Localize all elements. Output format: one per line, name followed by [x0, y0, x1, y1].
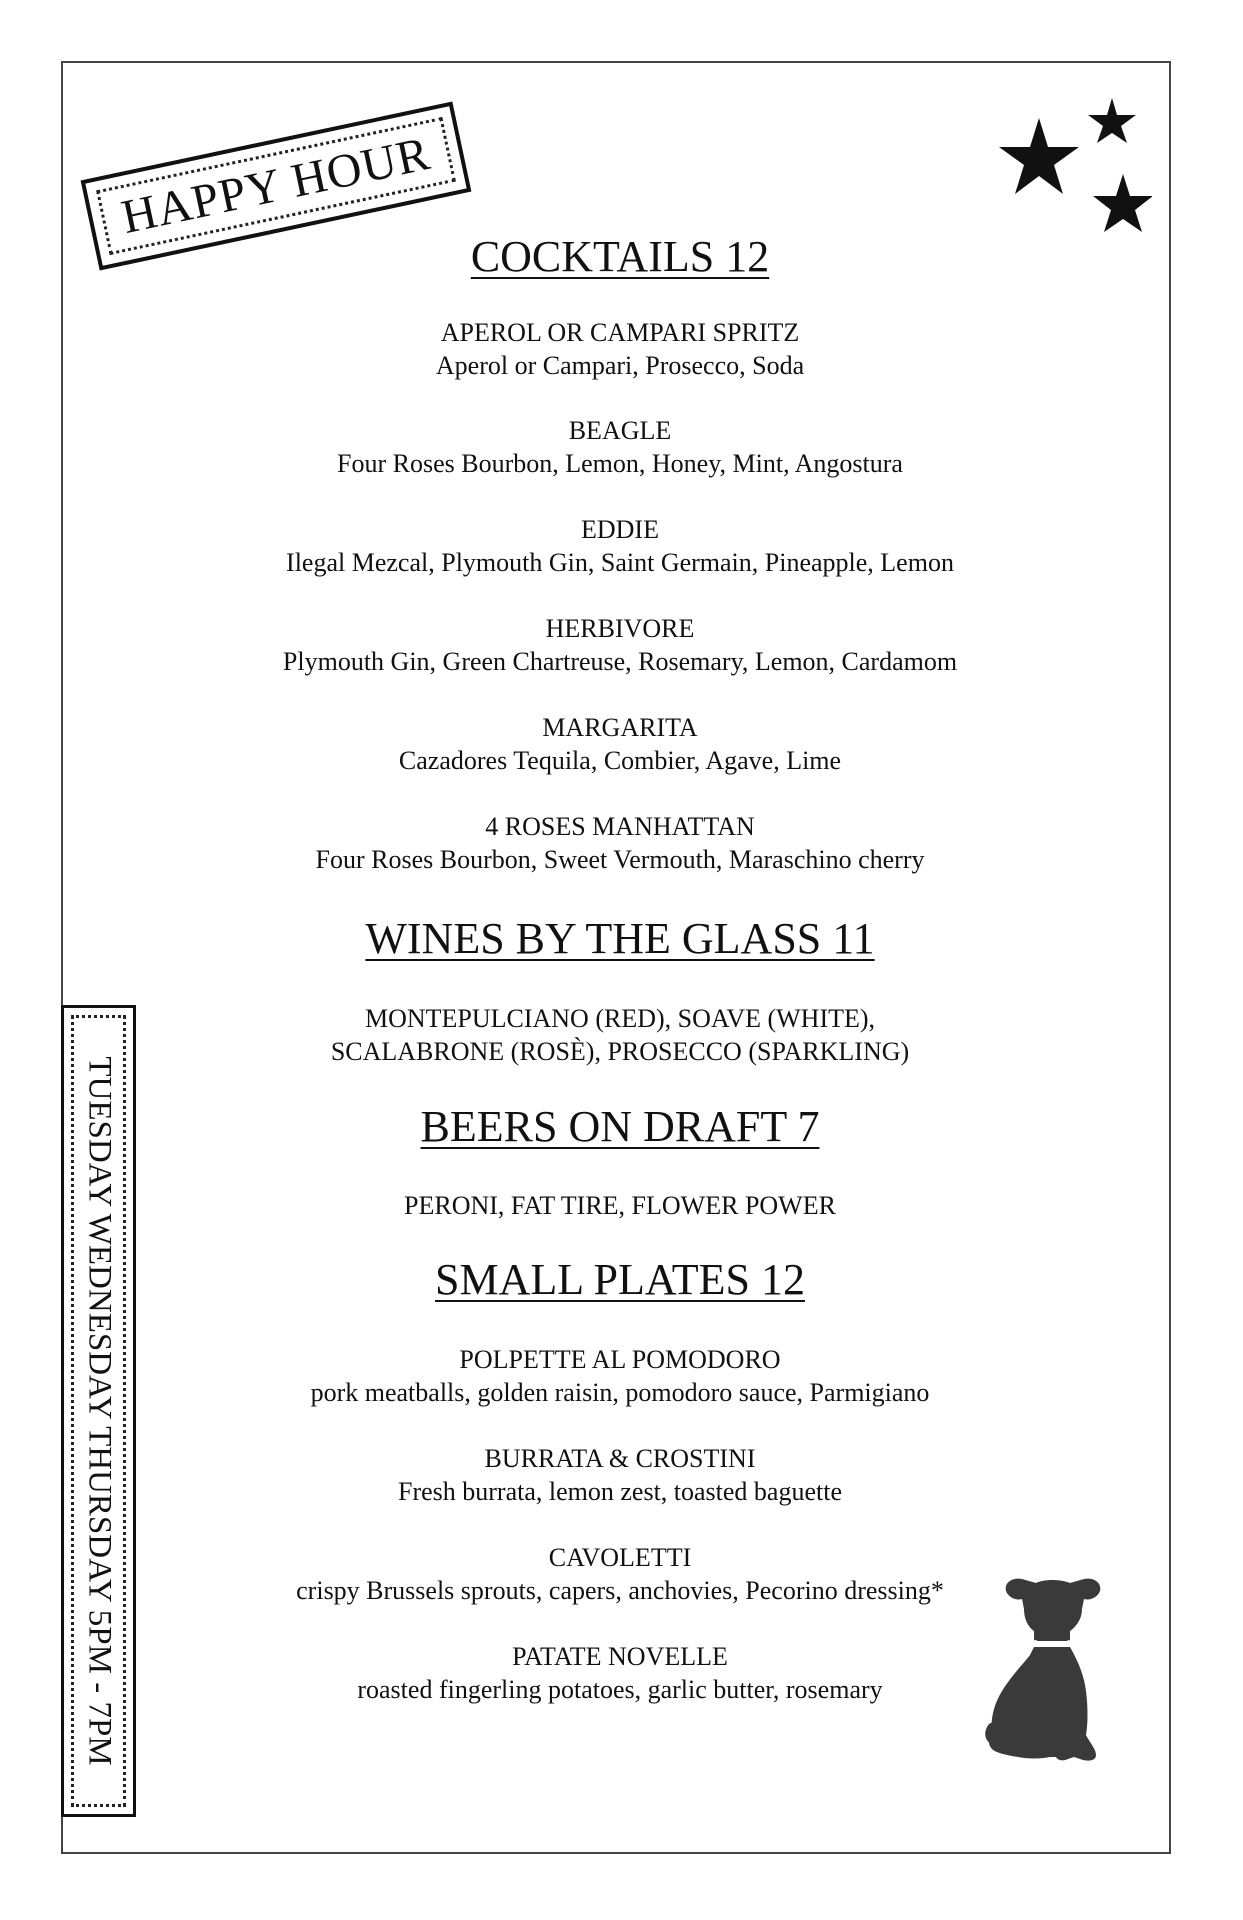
days-hours-text: TUESDAY WEDNESDAY THURSDAY 5PM - 7PM	[81, 1056, 117, 1766]
wines-list	[230, 1002, 1010, 1068]
item-description: roasted fingerling potatoes, garlic butter, rosemary	[357, 1675, 883, 1704]
cocktails-heading: COCKTAILS 12	[470, 232, 770, 281]
menu-item	[230, 810, 1010, 876]
wines-line: SCALABRONE (ROSÈ), PROSECCO (SPARKLING)	[330, 1037, 910, 1066]
item-name: MARGARITA	[542, 713, 698, 742]
item-name: APEROL OR CAMPARI SPRITZ	[440, 318, 800, 347]
days-banner	[61, 1005, 136, 1817]
item-description: crispy Brussels sprouts, capers, anchovies, Pecorino dressing*	[296, 1576, 944, 1605]
item-description: pork meatballs, golden raisin, pomodoro sauce, Parmigiano	[310, 1378, 930, 1407]
small-plates-heading: SMALL PLATES 12	[435, 1255, 805, 1304]
item-description: Aperol or Campari, Prosecco, Soda	[435, 351, 805, 380]
menu-item	[230, 1442, 1010, 1508]
item-description: Ilegal Mezcal, Plymouth Gin, Saint Germain, Pineapple, Lemon	[286, 548, 954, 577]
menu-item	[230, 316, 1010, 382]
item-description: Cazadores Tequila, Combier, Agave, Lime	[398, 746, 842, 775]
stamp-text: HAPPY HOUR	[117, 126, 435, 245]
banner-dotted-border	[71, 1015, 126, 1807]
wines-line: MONTEPULCIANO (RED), SOAVE (WHITE),	[364, 1004, 876, 1033]
dog-icon	[984, 1575, 1114, 1765]
menu-item	[230, 513, 1010, 579]
item-name: BURRATA & CROSTINI	[484, 1444, 756, 1473]
item-name: BEAGLE	[568, 416, 672, 445]
item-description: Fresh burrata, lemon zest, toasted baguette	[397, 1477, 843, 1506]
menu-item	[230, 1343, 1010, 1409]
beers-line: PERONI, FAT TIRE, FLOWER POWER	[404, 1191, 836, 1220]
menu-item	[230, 612, 1010, 678]
stars-decoration	[992, 96, 1152, 246]
item-name: 4 ROSES MANHATTAN	[485, 812, 755, 841]
beers-heading: BEERS ON DRAFT 7	[420, 1102, 820, 1151]
item-description: Four Roses Bourbon, Sweet Vermouth, Maraschino cherry	[315, 845, 925, 874]
item-name: PATATE NOVELLE	[512, 1642, 728, 1671]
item-name: CAVOLETTI	[548, 1543, 692, 1572]
item-name: HERBIVORE	[545, 614, 695, 643]
item-description: Four Roses Bourbon, Lemon, Honey, Mint, Angostura	[337, 449, 903, 478]
beers-list	[230, 1189, 1010, 1222]
item-name: POLPETTE AL POMODORO	[459, 1345, 781, 1374]
item-description: Plymouth Gin, Green Chartreuse, Rosemary, Lemon, Cardamom	[282, 647, 958, 676]
menu-item	[230, 1640, 1010, 1706]
menu-item	[230, 711, 1010, 777]
menu-item	[230, 414, 1010, 480]
star-icon	[999, 118, 1079, 194]
item-name: EDDIE	[581, 515, 659, 544]
wines-heading: WINES BY THE GLASS 11	[365, 914, 875, 963]
menu-item	[230, 1541, 1010, 1607]
star-icon	[1093, 174, 1152, 232]
star-icon	[1088, 98, 1136, 143]
